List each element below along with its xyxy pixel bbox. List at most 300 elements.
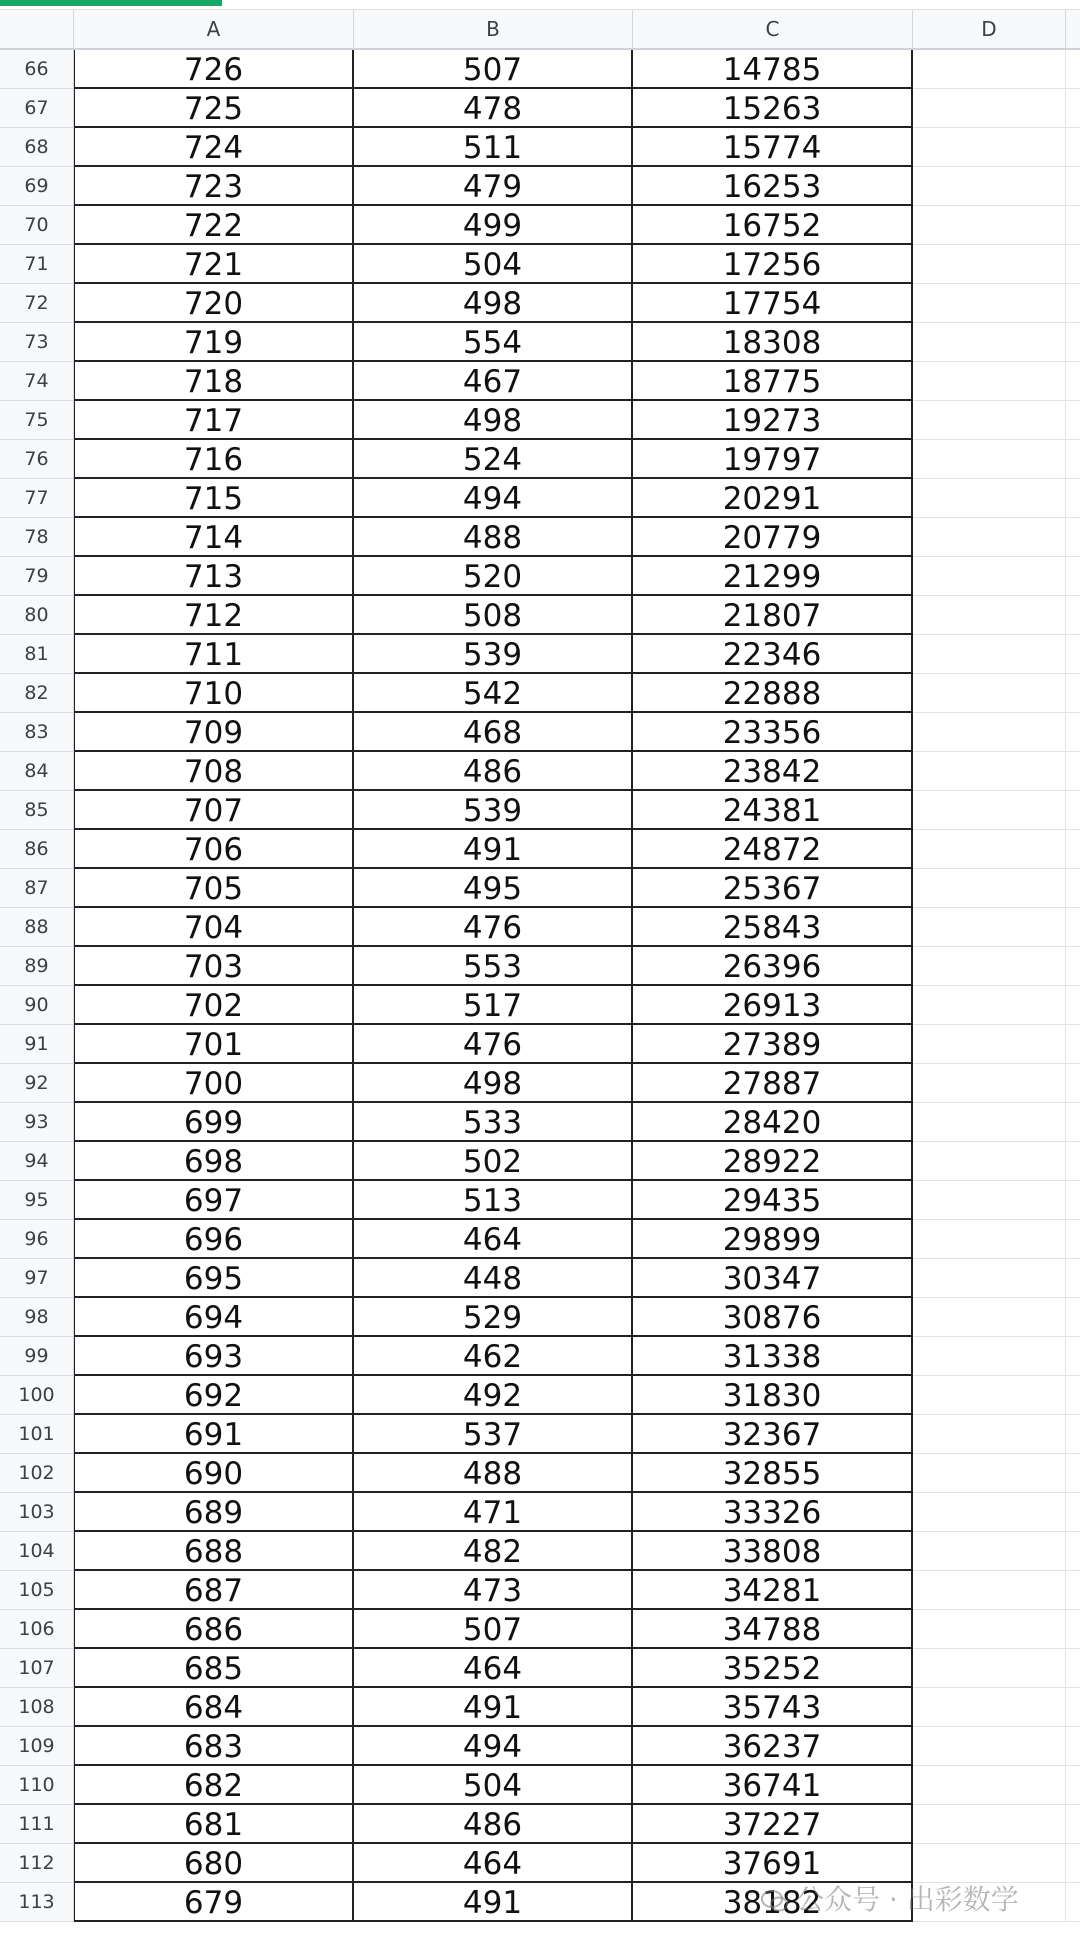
cell-e[interactable] — [1066, 50, 1080, 89]
row-number[interactable]: 88 — [0, 908, 74, 947]
cell-d[interactable] — [913, 1844, 1066, 1883]
cell-d[interactable] — [913, 1571, 1066, 1610]
cell-c[interactable]: 24872 — [633, 830, 913, 869]
cell-b[interactable]: 473 — [354, 1571, 633, 1610]
cell-d[interactable] — [913, 596, 1066, 635]
cell-a[interactable]: 682 — [74, 1766, 354, 1805]
cell-c[interactable]: 30347 — [633, 1259, 913, 1298]
row-number[interactable]: 93 — [0, 1103, 74, 1142]
cell-e[interactable] — [1066, 1727, 1080, 1766]
cell-a[interactable]: 723 — [74, 167, 354, 206]
cell-b[interactable]: 491 — [354, 1688, 633, 1727]
row-number[interactable]: 70 — [0, 206, 74, 245]
column-header-a[interactable]: A — [74, 10, 354, 48]
table-row — [0, 245, 1080, 284]
row-number[interactable]: 101 — [0, 1415, 74, 1454]
cell-d[interactable] — [913, 752, 1066, 791]
cell-e[interactable] — [1066, 284, 1080, 323]
cell-c[interactable]: 21807 — [633, 596, 913, 635]
cell-d[interactable] — [913, 1220, 1066, 1259]
cell-e[interactable] — [1066, 1571, 1080, 1610]
cell-b[interactable]: 554 — [354, 323, 633, 362]
cell-c[interactable]: 34788 — [633, 1610, 913, 1649]
cell-e[interactable] — [1066, 245, 1080, 284]
cell-e[interactable] — [1066, 167, 1080, 206]
cell-e[interactable] — [1066, 1025, 1080, 1064]
cell-d[interactable] — [913, 1415, 1066, 1454]
cell-b[interactable]: 491 — [354, 1883, 633, 1922]
cell-d[interactable] — [913, 1103, 1066, 1142]
cell-b[interactable]: 495 — [354, 869, 633, 908]
cell-c[interactable]: 31338 — [633, 1337, 913, 1376]
cell-b[interactable]: 539 — [354, 791, 633, 830]
cell-a[interactable]: 716 — [74, 440, 354, 479]
row-number[interactable]: 66 — [0, 50, 74, 89]
cell-b[interactable]: 448 — [354, 1259, 633, 1298]
cell-e[interactable] — [1066, 1844, 1080, 1883]
cell-a[interactable]: 706 — [74, 830, 354, 869]
cell-a[interactable]: 695 — [74, 1259, 354, 1298]
cell-b[interactable]: 468 — [354, 713, 633, 752]
cell-d[interactable] — [913, 1064, 1066, 1103]
cell-e[interactable] — [1066, 1649, 1080, 1688]
cell-c[interactable]: 37227 — [633, 1805, 913, 1844]
row-number[interactable]: 90 — [0, 986, 74, 1025]
cell-a[interactable]: 686 — [74, 1610, 354, 1649]
cell-b[interactable]: 482 — [354, 1532, 633, 1571]
row-number[interactable]: 91 — [0, 1025, 74, 1064]
cell-b[interactable]: 488 — [354, 518, 633, 557]
cell-b[interactable]: 498 — [354, 1064, 633, 1103]
cell-d[interactable] — [913, 323, 1066, 362]
cell-a[interactable]: 690 — [74, 1454, 354, 1493]
cell-a[interactable]: 702 — [74, 986, 354, 1025]
cell-e[interactable] — [1066, 908, 1080, 947]
row-number[interactable]: 112 — [0, 1844, 74, 1883]
cell-c[interactable]: 16253 — [633, 167, 913, 206]
cell-b[interactable]: 537 — [354, 1415, 633, 1454]
cell-a[interactable]: 697 — [74, 1181, 354, 1220]
cell-b[interactable]: 513 — [354, 1181, 633, 1220]
row-number[interactable]: 113 — [0, 1883, 74, 1922]
cell-d[interactable] — [913, 869, 1066, 908]
cell-b[interactable]: 498 — [354, 401, 633, 440]
cell-d[interactable] — [913, 674, 1066, 713]
cell-d[interactable] — [913, 440, 1066, 479]
cell-a[interactable]: 694 — [74, 1298, 354, 1337]
table-row — [0, 1220, 1080, 1259]
cell-b[interactable]: 479 — [354, 167, 633, 206]
cell-d[interactable] — [913, 1181, 1066, 1220]
cell-b[interactable]: 464 — [354, 1220, 633, 1259]
row-number[interactable]: 73 — [0, 323, 74, 362]
cell-c[interactable]: 19273 — [633, 401, 913, 440]
cell-c[interactable]: 36741 — [633, 1766, 913, 1805]
cell-c[interactable]: 17256 — [633, 245, 913, 284]
cell-a[interactable]: 681 — [74, 1805, 354, 1844]
row-number[interactable]: 74 — [0, 362, 74, 401]
cell-b[interactable]: 494 — [354, 1727, 633, 1766]
row-number[interactable]: 96 — [0, 1220, 74, 1259]
cell-e[interactable] — [1066, 1493, 1080, 1532]
row-number[interactable]: 111 — [0, 1805, 74, 1844]
cell-a[interactable]: 709 — [74, 713, 354, 752]
cell-a[interactable]: 687 — [74, 1571, 354, 1610]
cell-e[interactable] — [1066, 791, 1080, 830]
cell-d[interactable] — [913, 986, 1066, 1025]
cell-c[interactable]: 28922 — [633, 1142, 913, 1181]
cell-c[interactable]: 33808 — [633, 1532, 913, 1571]
table-row — [0, 1727, 1080, 1766]
cell-b[interactable]: 476 — [354, 1025, 633, 1064]
cell-b[interactable]: 464 — [354, 1649, 633, 1688]
cell-c[interactable]: 22346 — [633, 635, 913, 674]
table-row — [0, 1454, 1080, 1493]
cell-d[interactable] — [913, 167, 1066, 206]
cell-e[interactable] — [1066, 440, 1080, 479]
cell-c[interactable]: 37691 — [633, 1844, 913, 1883]
cell-b[interactable]: 498 — [354, 284, 633, 323]
cell-e[interactable] — [1066, 713, 1080, 752]
cell-a[interactable]: 721 — [74, 245, 354, 284]
cell-c[interactable]: 35743 — [633, 1688, 913, 1727]
cell-a[interactable]: 711 — [74, 635, 354, 674]
cell-d[interactable] — [913, 1610, 1066, 1649]
cell-d[interactable] — [913, 1493, 1066, 1532]
row-number[interactable]: 102 — [0, 1454, 74, 1493]
cell-a[interactable]: 683 — [74, 1727, 354, 1766]
cell-d[interactable] — [913, 1766, 1066, 1805]
cell-a[interactable]: 693 — [74, 1337, 354, 1376]
cell-b[interactable]: 478 — [354, 89, 633, 128]
row-number[interactable]: 77 — [0, 479, 74, 518]
cell-a[interactable]: 704 — [74, 908, 354, 947]
row-number[interactable]: 95 — [0, 1181, 74, 1220]
cell-a[interactable]: 712 — [74, 596, 354, 635]
row-number[interactable]: 71 — [0, 245, 74, 284]
cell-e[interactable] — [1066, 89, 1080, 128]
row-number[interactable]: 78 — [0, 518, 74, 557]
row-number[interactable]: 89 — [0, 947, 74, 986]
cell-a[interactable]: 717 — [74, 401, 354, 440]
cell-a[interactable]: 688 — [74, 1532, 354, 1571]
cell-a[interactable]: 715 — [74, 479, 354, 518]
cell-e[interactable] — [1066, 1220, 1080, 1259]
cell-d[interactable] — [913, 1688, 1066, 1727]
table-row — [0, 1259, 1080, 1298]
cell-d[interactable] — [913, 908, 1066, 947]
cell-a[interactable]: 708 — [74, 752, 354, 791]
cell-d[interactable] — [913, 1259, 1066, 1298]
cell-b[interactable]: 492 — [354, 1376, 633, 1415]
row-number[interactable]: 72 — [0, 284, 74, 323]
cell-c[interactable]: 20291 — [633, 479, 913, 518]
cell-e[interactable] — [1066, 1259, 1080, 1298]
row-number[interactable]: 68 — [0, 128, 74, 167]
cell-b[interactable]: 462 — [354, 1337, 633, 1376]
cell-c[interactable]: 28420 — [633, 1103, 913, 1142]
cell-b[interactable]: 488 — [354, 1454, 633, 1493]
row-number[interactable]: 98 — [0, 1298, 74, 1337]
cell-c[interactable]: 20779 — [633, 518, 913, 557]
cell-a[interactable]: 722 — [74, 206, 354, 245]
row-number[interactable]: 108 — [0, 1688, 74, 1727]
cell-a[interactable]: 725 — [74, 89, 354, 128]
cell-e[interactable] — [1066, 479, 1080, 518]
cell-e[interactable] — [1066, 1415, 1080, 1454]
cell-a[interactable]: 714 — [74, 518, 354, 557]
cell-c[interactable]: 32367 — [633, 1415, 913, 1454]
cell-e[interactable] — [1066, 635, 1080, 674]
cell-c[interactable]: 23356 — [633, 713, 913, 752]
cell-d[interactable] — [913, 947, 1066, 986]
column-header-e[interactable] — [1066, 10, 1080, 48]
cell-d[interactable] — [913, 1142, 1066, 1181]
cell-a[interactable]: 718 — [74, 362, 354, 401]
cell-b[interactable]: 499 — [354, 206, 633, 245]
cell-b[interactable]: 553 — [354, 947, 633, 986]
cell-d[interactable] — [913, 791, 1066, 830]
cell-e[interactable] — [1066, 1766, 1080, 1805]
cell-c[interactable]: 23842 — [633, 752, 913, 791]
column-header-d[interactable]: D — [913, 10, 1066, 48]
row-number[interactable]: 76 — [0, 440, 74, 479]
cell-d[interactable] — [913, 1805, 1066, 1844]
table-row — [0, 1610, 1080, 1649]
row-number[interactable]: 69 — [0, 167, 74, 206]
cell-e[interactable] — [1066, 1376, 1080, 1415]
cell-d[interactable] — [913, 128, 1066, 167]
cell-c[interactable]: 36237 — [633, 1727, 913, 1766]
cell-b[interactable]: 524 — [354, 440, 633, 479]
cell-a[interactable]: 679 — [74, 1883, 354, 1922]
cell-b[interactable]: 467 — [354, 362, 633, 401]
cell-c[interactable]: 14785 — [633, 50, 913, 89]
row-number[interactable]: 80 — [0, 596, 74, 635]
cell-e[interactable] — [1066, 947, 1080, 986]
cell-e[interactable] — [1066, 674, 1080, 713]
cell-e[interactable] — [1066, 1298, 1080, 1337]
cell-c[interactable]: 30876 — [633, 1298, 913, 1337]
cell-c[interactable]: 17754 — [633, 284, 913, 323]
cell-b[interactable]: 504 — [354, 1766, 633, 1805]
cell-b[interactable]: 517 — [354, 986, 633, 1025]
cell-d[interactable] — [913, 1298, 1066, 1337]
row-number[interactable]: 105 — [0, 1571, 74, 1610]
cell-d[interactable] — [913, 1025, 1066, 1064]
cell-d[interactable] — [913, 518, 1066, 557]
cell-e[interactable] — [1066, 1064, 1080, 1103]
cell-a[interactable]: 680 — [74, 1844, 354, 1883]
cell-d[interactable] — [913, 1454, 1066, 1493]
cell-d[interactable] — [913, 1376, 1066, 1415]
cell-b[interactable]: 491 — [354, 830, 633, 869]
cell-c[interactable]: 32855 — [633, 1454, 913, 1493]
cell-a[interactable]: 701 — [74, 1025, 354, 1064]
cell-a[interactable]: 696 — [74, 1220, 354, 1259]
row-number[interactable]: 103 — [0, 1493, 74, 1532]
cell-b[interactable]: 486 — [354, 752, 633, 791]
cell-d[interactable] — [913, 89, 1066, 128]
cell-b[interactable]: 507 — [354, 50, 633, 89]
cell-b[interactable]: 511 — [354, 128, 633, 167]
column-header-b[interactable]: B — [354, 10, 633, 48]
cell-a[interactable]: 699 — [74, 1103, 354, 1142]
cell-b[interactable]: 508 — [354, 596, 633, 635]
cell-b[interactable]: 533 — [354, 1103, 633, 1142]
cell-b[interactable]: 504 — [354, 245, 633, 284]
row-number[interactable]: 75 — [0, 401, 74, 440]
cell-c[interactable]: 31830 — [633, 1376, 913, 1415]
cell-b[interactable]: 476 — [354, 908, 633, 947]
cell-e[interactable] — [1066, 401, 1080, 440]
row-number[interactable]: 109 — [0, 1727, 74, 1766]
column-header-c[interactable]: C — [633, 10, 913, 48]
cell-c[interactable]: 27389 — [633, 1025, 913, 1064]
cell-a[interactable]: 705 — [74, 869, 354, 908]
row-number[interactable]: 83 — [0, 713, 74, 752]
cell-d[interactable] — [913, 635, 1066, 674]
cell-d[interactable] — [913, 245, 1066, 284]
row-number[interactable]: 86 — [0, 830, 74, 869]
cell-b[interactable]: 502 — [354, 1142, 633, 1181]
row-number[interactable]: 107 — [0, 1649, 74, 1688]
cell-c[interactable]: 19797 — [633, 440, 913, 479]
cell-a[interactable]: 684 — [74, 1688, 354, 1727]
cell-c[interactable]: 25367 — [633, 869, 913, 908]
cell-d[interactable] — [913, 479, 1066, 518]
row-number[interactable]: 81 — [0, 635, 74, 674]
cell-e[interactable] — [1066, 1805, 1080, 1844]
cell-a[interactable]: 700 — [74, 1064, 354, 1103]
cell-c[interactable]: 24381 — [633, 791, 913, 830]
cell-b[interactable]: 464 — [354, 1844, 633, 1883]
cell-c[interactable]: 33326 — [633, 1493, 913, 1532]
cell-e[interactable] — [1066, 518, 1080, 557]
cell-e[interactable] — [1066, 1883, 1080, 1922]
cell-d[interactable] — [913, 1727, 1066, 1766]
cell-a[interactable]: 703 — [74, 947, 354, 986]
cell-c[interactable]: 21299 — [633, 557, 913, 596]
row-number[interactable]: 94 — [0, 1142, 74, 1181]
cell-c[interactable]: 16752 — [633, 206, 913, 245]
cell-b[interactable]: 486 — [354, 1805, 633, 1844]
cell-c[interactable]: 25843 — [633, 908, 913, 947]
cell-e[interactable] — [1066, 830, 1080, 869]
cell-e[interactable] — [1066, 1688, 1080, 1727]
cell-c[interactable]: 26396 — [633, 947, 913, 986]
cell-d[interactable] — [913, 362, 1066, 401]
cell-c[interactable]: 35252 — [633, 1649, 913, 1688]
cell-c[interactable]: 26913 — [633, 986, 913, 1025]
row-number[interactable]: 85 — [0, 791, 74, 830]
cell-a[interactable]: 726 — [74, 50, 354, 89]
row-number[interactable]: 82 — [0, 674, 74, 713]
row-number[interactable]: 67 — [0, 89, 74, 128]
row-number[interactable]: 106 — [0, 1610, 74, 1649]
cell-b[interactable]: 542 — [354, 674, 633, 713]
cell-a[interactable]: 720 — [74, 284, 354, 323]
cell-c[interactable]: 18775 — [633, 362, 913, 401]
cell-d[interactable] — [913, 830, 1066, 869]
cell-d[interactable] — [913, 284, 1066, 323]
cell-d[interactable] — [913, 713, 1066, 752]
cell-a[interactable]: 685 — [74, 1649, 354, 1688]
cell-e[interactable] — [1066, 1454, 1080, 1493]
cell-d[interactable] — [913, 50, 1066, 89]
cell-a[interactable]: 689 — [74, 1493, 354, 1532]
row-number[interactable]: 84 — [0, 752, 74, 791]
cell-b[interactable]: 494 — [354, 479, 633, 518]
cell-e[interactable] — [1066, 1103, 1080, 1142]
cell-d[interactable] — [913, 1337, 1066, 1376]
cell-a[interactable]: 719 — [74, 323, 354, 362]
row-number[interactable]: 110 — [0, 1766, 74, 1805]
row-number[interactable]: 87 — [0, 869, 74, 908]
cell-b[interactable]: 539 — [354, 635, 633, 674]
cell-e[interactable] — [1066, 1181, 1080, 1220]
cell-d[interactable] — [913, 557, 1066, 596]
cell-b[interactable]: 507 — [354, 1610, 633, 1649]
cell-d[interactable] — [913, 1649, 1066, 1688]
cell-a[interactable]: 707 — [74, 791, 354, 830]
cell-e[interactable] — [1066, 206, 1080, 245]
cell-c[interactable]: 18308 — [633, 323, 913, 362]
cell-c[interactable]: 29435 — [633, 1181, 913, 1220]
cell-e[interactable] — [1066, 362, 1080, 401]
cell-d[interactable] — [913, 401, 1066, 440]
cell-e[interactable] — [1066, 1337, 1080, 1376]
select-all-corner[interactable] — [0, 10, 74, 48]
cell-e[interactable] — [1066, 986, 1080, 1025]
cell-e[interactable] — [1066, 869, 1080, 908]
cell-e[interactable] — [1066, 596, 1080, 635]
row-number[interactable]: 104 — [0, 1532, 74, 1571]
cell-c[interactable]: 15774 — [633, 128, 913, 167]
row-number[interactable]: 79 — [0, 557, 74, 596]
cell-e[interactable] — [1066, 1610, 1080, 1649]
row-number[interactable]: 97 — [0, 1259, 74, 1298]
cell-e[interactable] — [1066, 1532, 1080, 1571]
cell-d[interactable] — [913, 1532, 1066, 1571]
cell-e[interactable] — [1066, 752, 1080, 791]
cell-a[interactable]: 698 — [74, 1142, 354, 1181]
cell-c[interactable]: 29899 — [633, 1220, 913, 1259]
cell-a[interactable]: 713 — [74, 557, 354, 596]
cell-e[interactable] — [1066, 128, 1080, 167]
cell-b[interactable]: 471 — [354, 1493, 633, 1532]
row-number[interactable]: 100 — [0, 1376, 74, 1415]
cell-a[interactable]: 692 — [74, 1376, 354, 1415]
cell-b[interactable]: 529 — [354, 1298, 633, 1337]
cell-c[interactable]: 38182 — [633, 1883, 913, 1922]
cell-a[interactable]: 724 — [74, 128, 354, 167]
cell-c[interactable]: 22888 — [633, 674, 913, 713]
cell-c[interactable]: 34281 — [633, 1571, 913, 1610]
row-number[interactable]: 99 — [0, 1337, 74, 1376]
table-row — [0, 284, 1080, 323]
cell-c[interactable]: 15263 — [633, 89, 913, 128]
cell-e[interactable] — [1066, 323, 1080, 362]
row-number[interactable]: 92 — [0, 1064, 74, 1103]
cell-c[interactable]: 27887 — [633, 1064, 913, 1103]
cell-e[interactable] — [1066, 557, 1080, 596]
cell-b[interactable]: 520 — [354, 557, 633, 596]
cell-a[interactable]: 691 — [74, 1415, 354, 1454]
cell-d[interactable] — [913, 206, 1066, 245]
cell-e[interactable] — [1066, 1142, 1080, 1181]
cell-a[interactable]: 710 — [74, 674, 354, 713]
